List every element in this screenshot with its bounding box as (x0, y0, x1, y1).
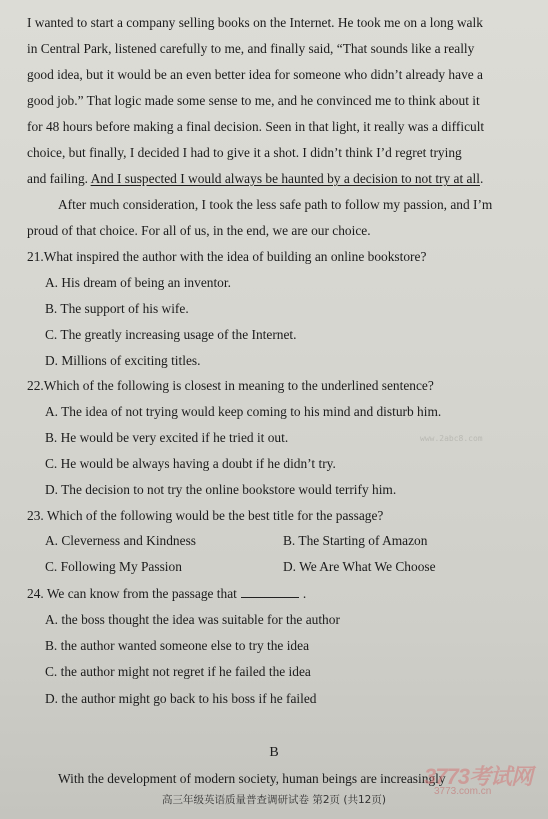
watermark-logo-url: 3773.com.cn (434, 786, 492, 797)
q22-option-c: C. He would be always having a doubt if he didn’t try. (45, 456, 336, 471)
q24-option-a: A. the boss thought the idea was suitable for the author (45, 612, 340, 627)
passage-line: in Central Park, listened carefully to me, and finally said, “That sounds like a really (27, 41, 475, 56)
q24-option-b: B. the author wanted someone else to try the idea (45, 638, 310, 653)
question-23-stem: 23. Which of the following would be the best title for the passage? (27, 508, 384, 523)
passage-line: After much consideration, I took the less safe path to follow my passion, and I’m (58, 197, 493, 212)
q21-option-b: B. The support of his wife. (45, 301, 189, 316)
q23-option-c: C. Following My Passion (45, 559, 182, 574)
q23-option-a: A. Cleverness and Kindness (45, 533, 196, 548)
passage-line: proud of that choice. For all of us, in the end, we are our choice. (27, 223, 371, 238)
passage-text: and failing. (27, 171, 91, 186)
q21-option-d: D. Millions of exciting titles. (45, 353, 201, 368)
watermark-logo (424, 760, 544, 800)
underlined-sentence: And I suspected I would always be haunted by a decision to not try at all (90, 171, 480, 186)
section-b-heading: B (269, 745, 279, 760)
passage-line: for 48 hours before making a final decision. Seen in that light, it really was a difficult (27, 119, 485, 134)
section-b-first-line: With the development of modern society, human beings are increasingly (58, 771, 446, 786)
q21-option-a: A. His dream of being an inventor. (45, 275, 231, 290)
question-24-stem (27, 585, 517, 603)
q22-option-b: B. He would be very excited if he tried it out. (45, 430, 289, 445)
passage-line: good job.” That logic made some sense to me, and he convinced me to think about it (27, 93, 480, 108)
passage-line: choice, but finally, I decided I had to give it a shot. I didn’t think I’d regret trying (27, 145, 462, 160)
q24-stem-end: . (302, 586, 307, 601)
q23-option-d: D. We Are What We Choose (283, 559, 436, 574)
question-22-stem: 22.Which of the following is closest in meaning to the underlined sentence? (27, 378, 434, 393)
answer-blank (241, 585, 299, 598)
q23-option-b: B. The Starting of Amazon (283, 533, 428, 548)
q24-option-d: D. the author might go back to his boss if he failed (45, 691, 317, 706)
q21-option-c: C. The greatly increasing usage of the Internet. (45, 327, 297, 342)
passage-text: . (479, 171, 484, 186)
question-21-stem: 21.What inspired the author with the idea of building an online bookstore? (27, 249, 427, 264)
passage-line-underlined (27, 170, 517, 188)
q24-option-c: C. the author might not regret if he failed the idea (45, 664, 311, 679)
passage-line: good idea, but it would be an even better idea for someone who didn’t already have a (27, 67, 484, 82)
q22-option-a: A. The idea of not trying would keep coming to his mind and disturb him. (45, 404, 442, 419)
watermark-logo-text: 3773考试网 (424, 764, 532, 789)
passage-line: I wanted to start a company selling books on the Internet. He took me on a long walk (27, 15, 483, 30)
page-footer: 高三年级英语质量普查调研试卷 第2页 (共12页) (162, 794, 386, 806)
q24-stem-text: 24. We can know from the passage that (27, 586, 237, 601)
q22-option-d: D. The decision to not try the online bookstore would terrify him. (45, 482, 397, 497)
watermark-url: www.2abc8.com (420, 434, 483, 443)
